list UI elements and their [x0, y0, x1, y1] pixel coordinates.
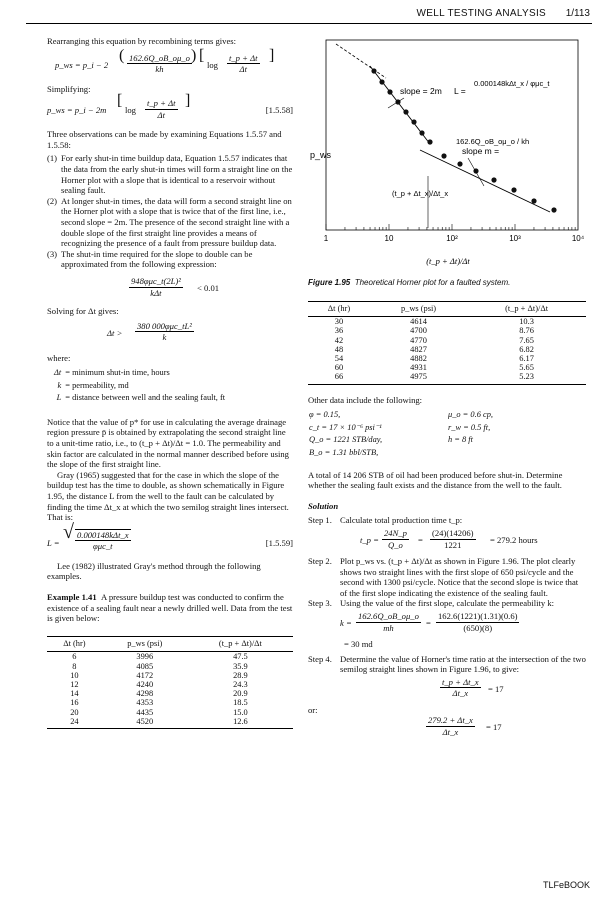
table-cell: 15.0: [233, 707, 248, 717]
eq2-fraction: $\frac{t\_p + \Delta t}{\Delta t}$: [147, 98, 176, 120]
x-tick-label: 10: [384, 234, 394, 243]
table-cell: 8.76: [519, 326, 534, 336]
step-4-equation-2: $\frac{279.2 + \Delta t\_x}{\Delta t\_x}$ = 17: [428, 715, 502, 737]
eq2-tag: [1.5.58]: [265, 105, 293, 116]
L-label: L =: [454, 86, 466, 96]
running-title: WELL TESTING ANALYSIS: [416, 8, 546, 19]
table-row: [47, 708, 293, 717]
data-point: [457, 161, 462, 166]
paragraph-gray: Gray (1965) suggested that for the case in which the slope of the buildup test has the time to double, as shown schematically in Figure 1.95, the distance L from the well to the fault can be calculated by finding the time Δt_x at which the two semilog straight lines intersect. That is:: [47, 469, 289, 523]
step-2: Step 2. Plot p_ws vs. (t_p + Δt)/Δt as shown in Figure 1.96. The plot clearly shows two straight lines with the first slope of 650 psi/cycle and the second with 1300 psi/cycle. Notice that the second slope is twice that of the first slope indicating the existence of the sealing fault.: [308, 555, 579, 598]
slope-m-label: slope m =: [462, 146, 500, 156]
table-cell: 54: [334, 354, 344, 363]
left-column: [47, 36, 293, 729]
table-cell: 10.3: [519, 317, 534, 327]
slope-m-arrow: [468, 158, 484, 186]
simplifying-label: Simplifying:: [47, 83, 91, 94]
table-row: [308, 345, 586, 354]
eq1-fraction: $\frac{162.6Q\_oB\_o\mu\_o}{kh}$: [129, 52, 190, 75]
table-cell: 8: [72, 661, 77, 671]
step-3: Step 3. Using the value of the first slope, calculate the permeability k: k = $\frac{162.6Q\_oB\_o\mu\_o}{mh}$ = $\frac{162.6(1221)(1.31)(0.6)}{(650)(8)}$ = 30 md: [308, 598, 555, 649]
table-cell: 4172: [136, 670, 154, 680]
table-cell: 47.5: [233, 652, 248, 662]
data-point: [419, 130, 424, 135]
table-cell: 4770: [410, 335, 427, 345]
list-item: (1) For early shut-in time buildup data, Equation 1.5.57 indicates that the data from the early shut-in times will form a straight line on the Horner plot with a slope that is identical to a reservoir without sealing fault.: [47, 153, 293, 196]
data-point: [511, 187, 516, 192]
table-cell: 66: [308, 372, 370, 384]
table-cell: 10: [70, 670, 79, 680]
table-cell: 5.23: [467, 372, 586, 384]
data-point: [379, 79, 384, 84]
table-cell: 6.17: [519, 354, 534, 363]
table-row: [308, 317, 586, 327]
equation-5: L = √ 0.000148kΔt_x φμc_t [1.5.59]: [47, 520, 293, 552]
table-cell: 42: [334, 335, 344, 345]
x-tick-label: 10⁴: [571, 234, 585, 243]
L-expression: 0.000148kΔt_x / φμc_t: [474, 79, 550, 88]
step-4: Step 4. Determine the value of Horner's time ratio at the intersection of the two semilog straight lines shown in Figure 1.96, to give: $\frac{t\_p + \Delta t\_x}{\Delta t\_x}$ = 17: [308, 653, 586, 699]
data-point: [403, 109, 408, 114]
x-ticks: [326, 224, 575, 230]
table-cell: 5.65: [519, 363, 534, 373]
dashed-extrapolation: [336, 44, 386, 78]
x-tick-labels: [324, 234, 585, 243]
paragraph-lee: Lee (1982) illustrated Gray's method through the following examples.: [47, 560, 261, 582]
other-data: φ = 0.15, μ_o = 0.6 cp, c_t = 17 × 10⁻⁶ psi⁻¹ r_w = 0.5 ft, Q_o = 1221 STB/day, h = 8 ft B_o = 1.31 bbl/STB,: [309, 410, 493, 457]
first-straight-line: [420, 150, 550, 212]
table-cell: 24: [47, 717, 102, 729]
table-cell: 4240: [136, 679, 154, 689]
slope-2m-label: slope = 2m: [400, 86, 442, 96]
table-cell: 30: [334, 317, 344, 327]
equation-1: p_ws = p_i − 2 ( $\frac{162.6Q\_oB\_o\mu\_o}{kh}$ ) [ log $\frac{t\_p + \Delta t}{\Delta t}$ ]: [55, 46, 275, 75]
other-data-intro: Other data include the following:: [308, 394, 423, 405]
data-point: [411, 119, 416, 124]
horner-plot: [308, 36, 586, 276]
table-row: [47, 671, 293, 680]
data-point: [371, 68, 376, 73]
table-cell: 4520: [102, 717, 188, 729]
eq1-log-fraction: $\frac{t\_p + \Delta t}{\Delta t}$: [229, 52, 258, 75]
plot-frame: [326, 40, 578, 230]
list-item: (3) The shut-in time required for the slope to double can be approximated from the following expression:: [47, 248, 253, 270]
table-cell: 4353: [136, 698, 154, 708]
solving-label: Solving for Δt gives:: [47, 305, 119, 316]
table-cell: 4085: [136, 661, 154, 671]
data-table-right: Δt (hr) p_ws (psi) (t_p + Δt)/Δt 30 4614 10.3 36 4700 8.76 42 4770 7.65 48 4827 6.82 54 4882 6.17 60 4931 5.65 66 4975 5.23: [308, 301, 586, 385]
table-cell: 7.65: [519, 335, 534, 345]
equation-4: Δt > 380 000φμc_tL² k: [107, 320, 192, 343]
or-label: or:: [308, 704, 318, 715]
table-cell: 4700: [410, 326, 427, 336]
table-cell: 14: [70, 689, 79, 699]
footer-watermark: TLFeBOOK: [542, 880, 590, 890]
caption-label: Figure 1.95: [308, 278, 351, 287]
solution-heading: Solution: [308, 500, 339, 511]
table-row: [308, 363, 586, 372]
table-cell: 6.82: [519, 344, 534, 354]
example-heading: Example 1.41 A pressure buildup test was conducted to confirm the existence of a sealing fault near a newly drilled well. Data from the test is given below:: [47, 592, 293, 624]
table-cell: 35.9: [233, 661, 248, 671]
paragraph-extrapolation: Notice that the value of p* for use in calculating the average drainage region pressure p̄ is obtained by extrapolating the second straight line to a unit-time ratio, i.e., to (t_p + Δt)/Δt = 1.0. The permeability and skin factor are calculated in the normal manner described before using the slope of the first straight line.: [47, 416, 289, 470]
observation-list: [47, 153, 293, 270]
paragraph-rearranging: Rearranging this equation by recombining terms gives:: [47, 36, 237, 46]
data-point: [387, 89, 392, 94]
data-point: [441, 153, 446, 158]
x-tick-label: 10²: [446, 234, 458, 243]
table-cell: 4298: [136, 689, 154, 699]
table-row: [47, 680, 293, 689]
table-row: [47, 652, 293, 662]
figure-caption: Figure 1.95 Theoretical Horner plot for a faulted system.: [308, 278, 511, 287]
table-cell: 48: [334, 344, 344, 354]
table-cell: 12.6: [188, 717, 293, 729]
step-1: Step 1. Calculate total production time t_p: t_p = $\frac{24N\_p}{Q\_o}$ = $\frac{(24)(14206)}{1221}$ = 279.2 hours: [308, 515, 538, 550]
data-point: [551, 207, 556, 212]
data-point: [531, 198, 536, 203]
data-point: [491, 177, 496, 182]
data-point: [427, 139, 432, 144]
equation-2: p_ws = p_i − 2m [ log $\frac{t\_p + \Delta t}{\Delta t}$ ] [1.5.58]: [47, 92, 293, 120]
table-cell: 12: [70, 679, 79, 689]
definitions: Δt = minimum shut-in time, hours k = permeability, md L = distance between well and the sealing fault, ft: [54, 368, 226, 403]
right-column: [308, 36, 586, 745]
table-cell: 20.9: [233, 689, 248, 699]
page-number: 1/113: [565, 8, 590, 19]
table-cell: 4931: [410, 363, 427, 373]
table-cell: 60: [334, 363, 344, 373]
table-cell: 16: [70, 698, 79, 708]
table-cell: 28.9: [233, 670, 248, 680]
table-row: [308, 354, 586, 363]
table-cell: 20: [70, 707, 79, 717]
table-cell: 24.3: [233, 679, 248, 689]
table-cell: 4827: [410, 344, 427, 354]
table-cell: 3996: [136, 652, 154, 662]
table-row: [47, 689, 293, 698]
table-row: [308, 372, 586, 384]
list-item: (2) At longer shut-in times, the data will form a second straight line on the Horner plot with a slope that is twice that of the first line, i.e., second slope = 2m. The presence of the second straight line with a double slope of the first straight line provides a means of recognizing the presence of a fault from pressure buildup data.: [47, 195, 292, 249]
example-label: Example 1.41: [47, 592, 97, 602]
x-tick-label: 1: [323, 234, 329, 243]
table-row: [47, 662, 293, 671]
table-cell: 36: [334, 326, 344, 336]
table-cell: 18.5: [233, 698, 248, 708]
data-table-left: Δt (hr) p_ws (psi) (t_p + Δt)/Δt 6 3996 47.5 8 4085 35.9 10 4172 28.9 12 4240 24.3 14 4298 20.9 16 4353 18.5 20 4435 15.0 24 4520 12.6: [47, 636, 293, 729]
equation-3: 948φμc_t(2L)² kΔt < 0.01: [131, 275, 220, 298]
page-header: [0, 8, 604, 24]
paragraph-problem: A total of 14 206 STB of oil had been produced before shut-in. Determine whether the sealing fault exists and the distance from the well to the fault.: [308, 469, 563, 491]
table-cell: 4975: [370, 372, 467, 384]
table-cell: 4882: [410, 354, 427, 363]
table-row: [47, 698, 293, 707]
where-label: where:: [47, 352, 71, 363]
slope-m-expression: 162.6Q_oB_oμ_o / kh: [456, 137, 530, 146]
paragraph-observations: Three observations can be made by examining Equations 1.5.57 and 1.5.58:: [47, 129, 282, 150]
table-row: [47, 717, 293, 729]
table-cell: 4435: [136, 707, 154, 717]
ratio-label: (t_p + Δt_x)/Δt_x: [392, 189, 449, 198]
table-row: [308, 336, 586, 345]
table-cell: 4614: [410, 317, 427, 327]
x-tick-label: 10³: [509, 234, 521, 243]
table-cell: 6: [72, 652, 77, 662]
y-axis-label: p_ws: [310, 150, 332, 160]
table-row: [308, 326, 586, 335]
header-rule: [26, 23, 592, 24]
x-axis-label: (t_p + Δt)/Δt: [426, 256, 470, 266]
